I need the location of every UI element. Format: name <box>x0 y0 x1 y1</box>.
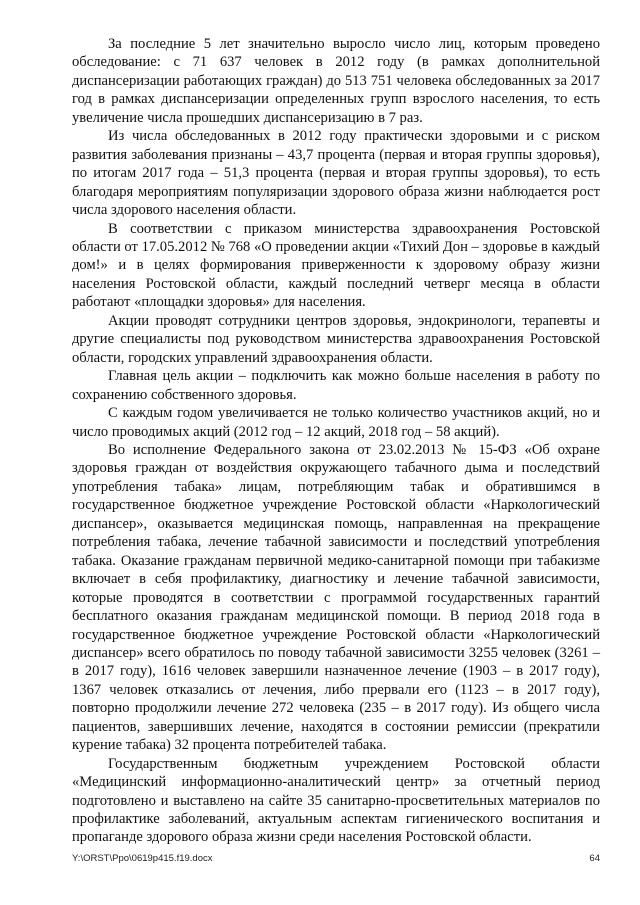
document-body <box>72 35 600 847</box>
paragraph-8: Государственным бюджетным учреждением Ростовской области «Медицинский информационно-аналитический центр» за отчетный период подготовлено и выставлено на сайте 35 санитарно-просветительных материалов по профилактике заболеваний, актуальным аспектам гигиенического воспитания и пропаганде здорового образа жизни среди населения Ростовской области. <box>72 755 600 846</box>
paragraph-3: В соответствии с приказом министерства здравоохранения Ростовской области от 17.05.2012 № 768 «О проведении акции «Тихий Дон – здоровье в каждый дом!» и в целях формирования приверженности к здоровому образу жизни населения Ростовской области, каждый последний четверг месяца в области работают «площадки здоровья» для населения. <box>72 220 600 311</box>
paragraph-4: Акции проводят сотрудники центров здоровья, эндокринологи, терапевты и другие специалисты под руководством министерства здравоохранения Ростовской области, городских управлений здравоохранения области. <box>72 312 600 366</box>
paragraph-7: Во исполнение Федерального закона от 23.02.2013 № 15-ФЗ «Об охране здоровья граждан от воздействия окружающего табачного дыма и последствий употребления табака» лицам, потребляющим табак и обратившимся в государственное бюджетное учреждение Ростовской области «Наркологический диспансер», оказывается медицинская помощь, направленная на прекращение потребления табака, лечение табачной зависимости и последствий употребления табака. Оказание гражданам первичной медико-санитарной помощи при табакизме включает в себя профилактику, диагностику и лечение табачной зависимости, которые проводятся в соответствии с программой государственных гарантий бесплатного оказания гражданам медицинской помощи. В период 2018 года в государственное бюджетное учреждение Ростовской области «Наркологический диспансер» всего обратилось по поводу табачной зависимости 3255 человек (3261 – в 2017 году), 1616 человек завершили назначенное лечение (1903 – в 2017 году), 1367 человек отказались от лечения, либо прервали его (1123 – в 2017 году), повторно продолжили лечение 272 человека (235 – в 2017 году). Из общего числа пациентов, завершивших лечение, находятся в состоянии ремиссии (прекратили курение табака) 32 процента потребителей табака. <box>72 441 600 754</box>
paragraph-6: С каждым годом увеличивается не только количество участников акций, но и число проводимых акций (2012 год – 12 акций, 2018 год – 58 акций). <box>72 405 600 440</box>
paragraph-5: Главная цель акции – подключить как можно больше населения в работу по сохранению собственного здоровья. <box>72 368 600 403</box>
footer-page-number: 64 <box>589 853 600 864</box>
footer-file-path: Y:\ORST\Ppo\0619p415.f19.docx <box>72 853 213 864</box>
paragraph-2: Из числа обследованных в 2012 году практически здоровыми и с риском развития заболевания признаны – 43,7 процента (первая и вторая группы здоровья), по итогам 2017 года – 51,3 процента (первая и вторая группы здоровья), то есть благодаря мероприятиям популяризации здорового образа жизни наблюдается рост числа здорового населения области. <box>72 128 600 219</box>
paragraph-1: За последние 5 лет значительно выросло число лиц, которым проведено обследование: с 71 637 человек в 2012 году (в рамках дополнительной диспансеризации работающих граждан) до 513 751 человека обследованных за 2017 год в рамках диспансеризации определенных групп взрослого населения, то есть увеличение числа прошедших диспансеризацию в 7 раз. <box>72 36 600 126</box>
